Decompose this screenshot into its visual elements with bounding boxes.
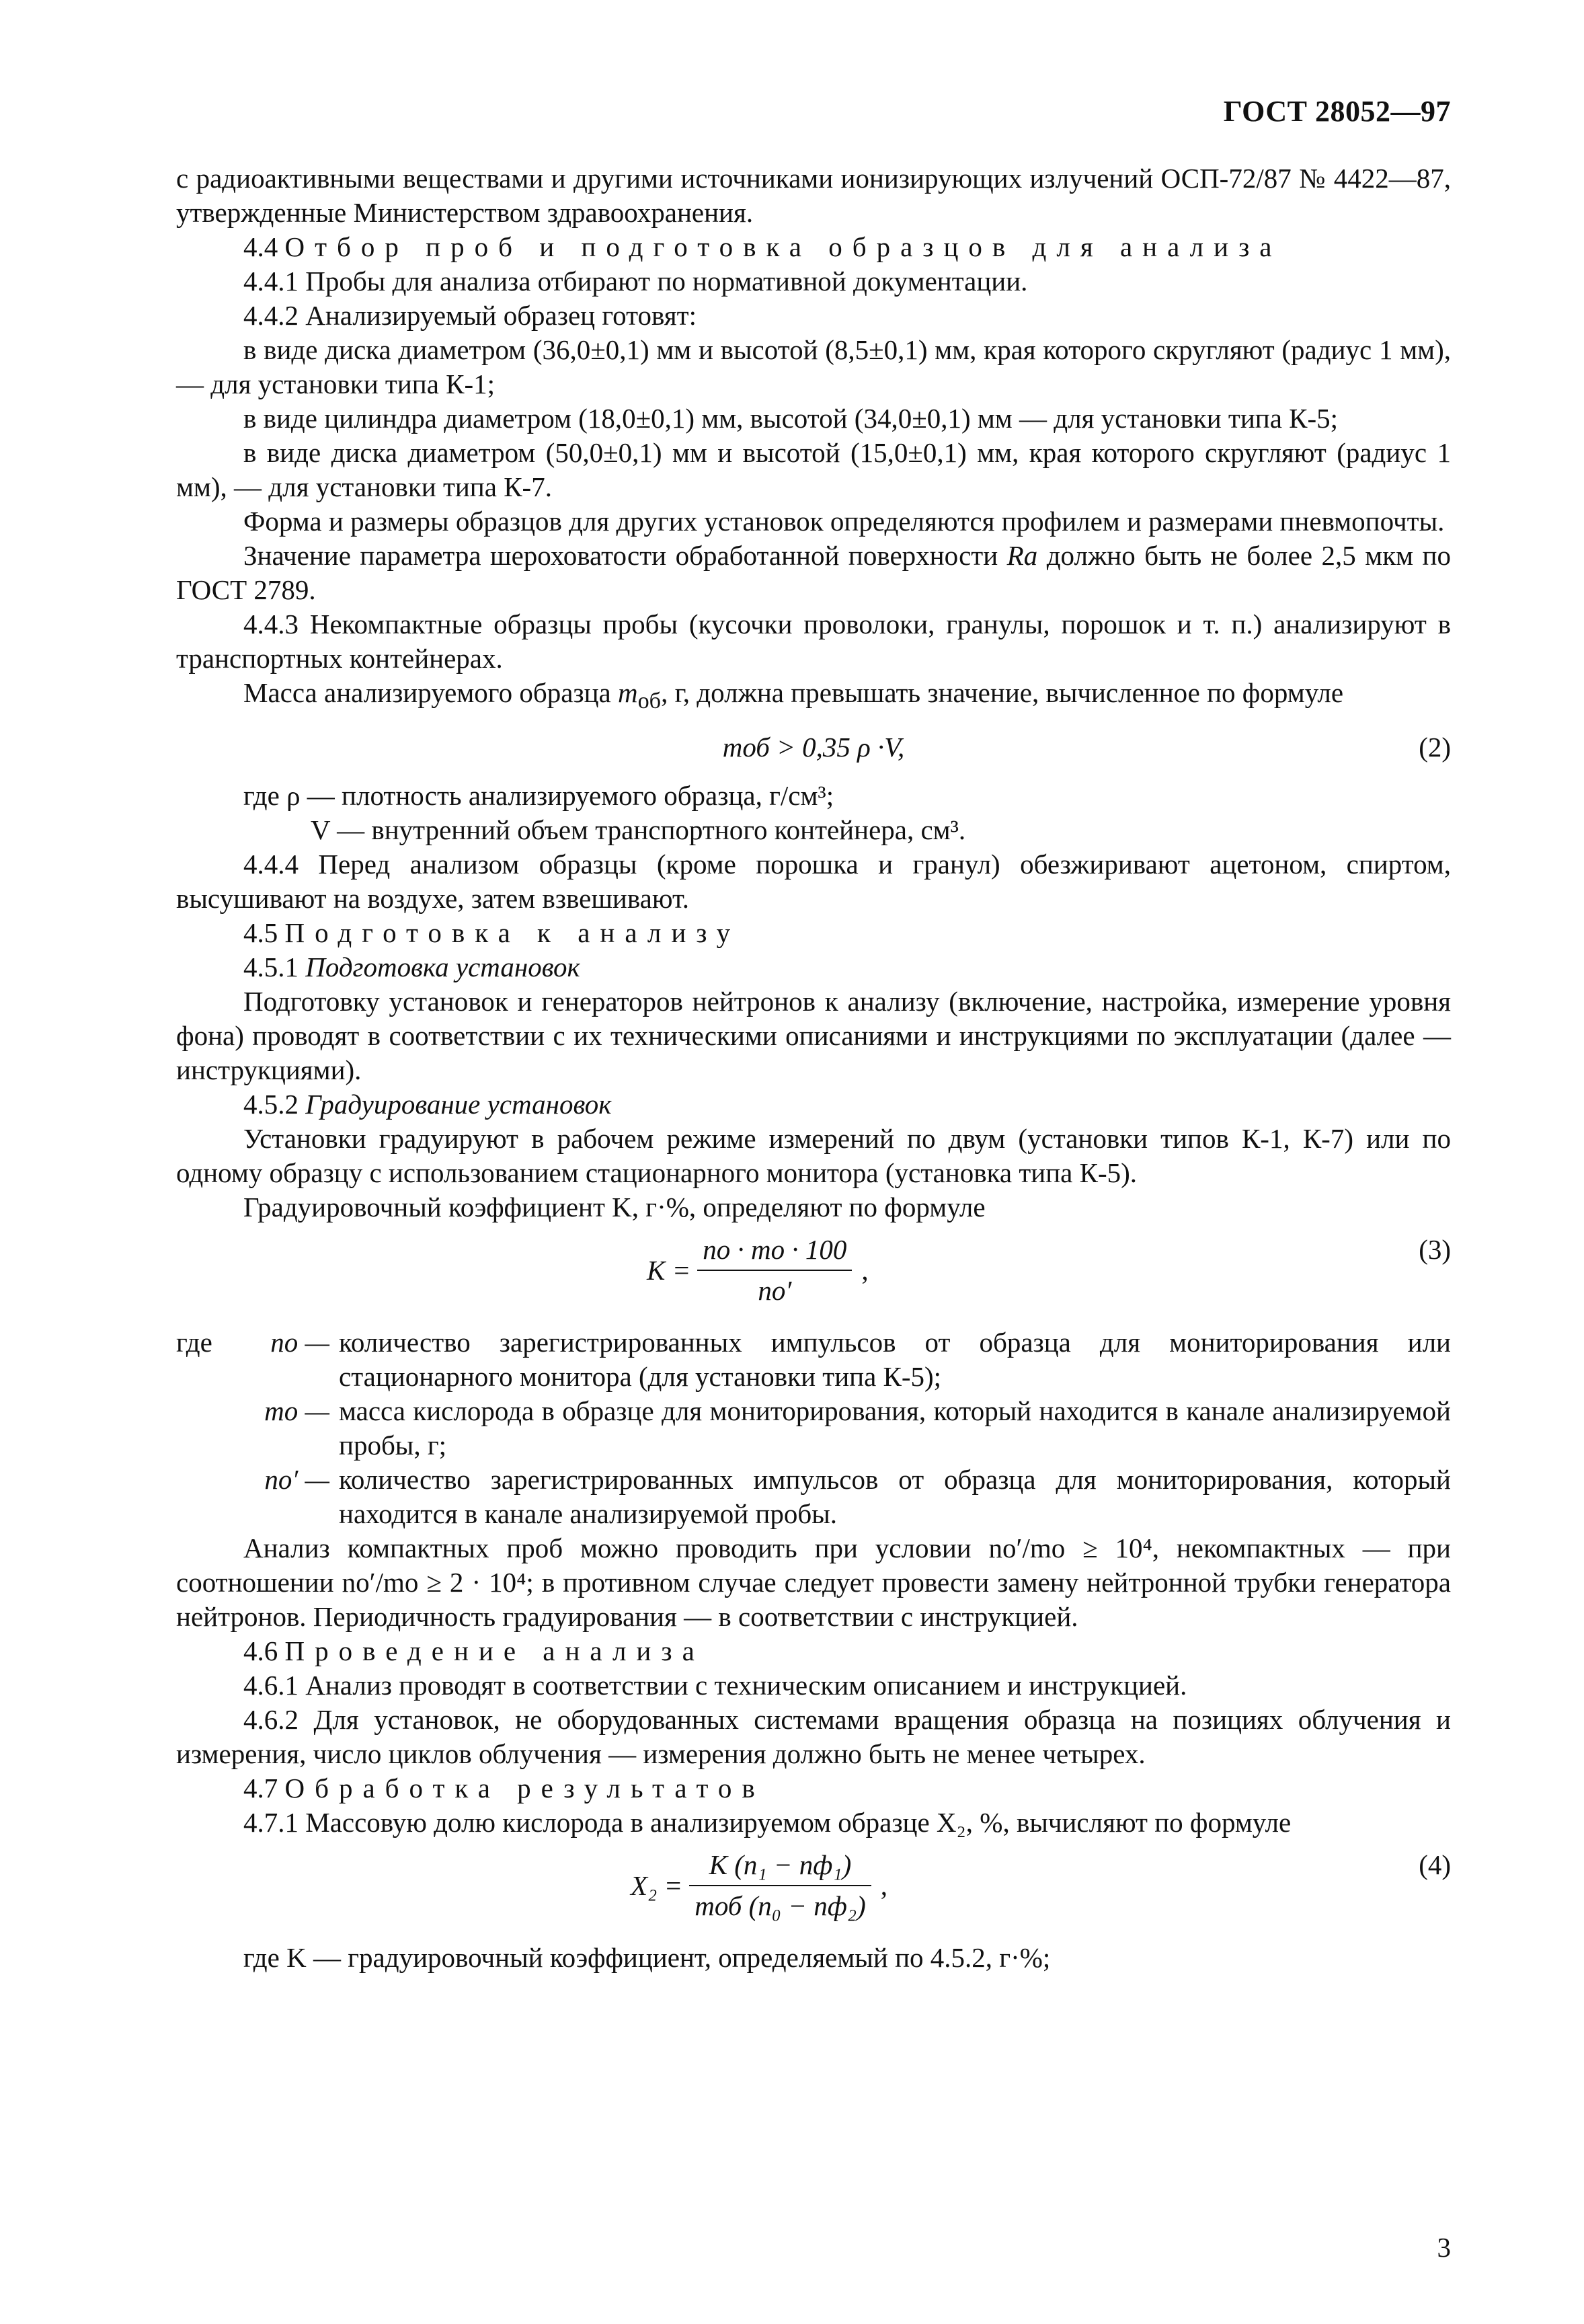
- symbol-m: m: [617, 677, 638, 708]
- paragraph: 4.6.1 Анализ проводят в соответствии с техническим описанием и инструкцией.: [243, 1670, 1187, 1701]
- paragraph: 4.6.2 Для установок, не оборудованных системами вращения образца на позициях облучения и измерения, число циклов облучения — измерения должно быть не менее четырех.: [176, 1704, 1451, 1770]
- paragraph: 4.4.2 Анализируемый образец готовят:: [243, 300, 697, 331]
- paragraph: с радиоактивными веществами и другими источниками ионизирующих излучений ОСП-72/87 № 4422—87, утвержденные Министерством здравоохранения.: [176, 163, 1451, 228]
- section-number: 4.4: [243, 231, 278, 262]
- paragraph: Установки градуируют в рабочем режиме измерений по двум (установки типов К-1, К-7) или по одному образцу с использованием стационарного монитора (установка типа К-5).: [176, 1123, 1451, 1189]
- formula-lhs: X₂ =: [631, 1869, 683, 1901]
- section-title: Проведение анализа: [284, 1635, 705, 1667]
- legend-text: количество зарегистрированных импульсов от образца для мониторирования или стационарного монитора (для установки типа К-5);: [339, 1327, 1451, 1393]
- fraction-box: [689, 1848, 871, 1923]
- section-title: Отбор проб и подготовка образцов для анализа: [284, 231, 1282, 262]
- symbol: nо —: [270, 1327, 329, 1358]
- denominator: mоб (n₀ − nф₂): [695, 1890, 866, 1922]
- formula-4: [176, 1840, 1451, 1941]
- section-number: 4.5.1: [243, 952, 299, 983]
- legend-row: [176, 1463, 1451, 1531]
- section-title: Подготовка к анализу: [284, 917, 741, 949]
- formula-lhs: K =: [647, 1254, 691, 1286]
- legend-text: масса кислорода в образце для мониторирования, который находится в канале анализируемой пробы, г;: [339, 1395, 1451, 1461]
- page-number: 3: [1437, 2232, 1451, 2263]
- symbol-ra: Ra: [1006, 540, 1038, 571]
- formula-legend: где ρ — плотность анализируемого образца, г/см³;: [243, 780, 834, 812]
- fraction: [647, 1233, 869, 1308]
- numerator: nо · mо · 100: [703, 1234, 847, 1266]
- formula-legend: где K — градуировочный коэффициент, определяемый по 4.5.2, г·%;: [243, 1942, 1051, 1974]
- section-title: Обработка результатов: [284, 1773, 765, 1804]
- formula-3-legend: [176, 1325, 1451, 1531]
- paragraph: 4.4.1 Пробы для анализа отбирают по нормативной документации.: [243, 266, 1028, 297]
- paragraph: 4.4.3 Некомпактные образцы пробы (кусочки проволоки, гранулы, порошок и т. п.) анализируют в транспортных контейнерах.: [176, 609, 1451, 674]
- paragraph: Анализ компактных проб можно проводить при условии nо′/mо ≥ 10⁴, некомпактных — при соотношении nо′/mо ≥ 2 · 10⁴; в противном случае следует провести замену нейтронной трубки генератора нейтронов. Периодичность градуирования — в соответствии с инструкцией.: [176, 1533, 1451, 1633]
- section-title: Градуирование установок: [305, 1089, 612, 1120]
- subsection-heading-4-5-1: [176, 950, 1451, 984]
- paragraph: Градуировочный коэффициент K, г·%, определяют по формуле: [243, 1192, 986, 1223]
- document-code: ГОСТ 28052—97: [1223, 95, 1451, 128]
- text-run: , г, должна превышать значение, вычисленное по формуле: [661, 677, 1344, 708]
- section-heading-4-6: [176, 1634, 1451, 1668]
- section-number: 4.5: [243, 917, 278, 949]
- formula-tail: ,: [861, 1254, 869, 1286]
- subscript: об: [637, 689, 662, 714]
- paragraph: в виде цилиндра диаметром (18,0±0,1) мм, высотой (34,0±0,1) мм — для установки типа К-5;: [243, 403, 1339, 434]
- text-run: должно быть не более 2,5 мкм по ГОСТ 2789.: [176, 540, 1451, 605]
- section-heading-4-4: [176, 230, 1451, 264]
- paragraph: в виде диска диаметром (36,0±0,1) мм и высотой (8,5±0,1) мм, края которого скругляют (радиус 1 мм), — для установки типа К-1;: [176, 334, 1451, 399]
- text-run: Масса анализируемого образца: [243, 677, 618, 708]
- fraction-box: [697, 1233, 852, 1308]
- formula-3: [176, 1225, 1451, 1325]
- fraction: [631, 1848, 887, 1923]
- section-number: 4.7: [243, 1773, 278, 1804]
- paragraph: Форма и размеры образцов для других установок определяются профилем и размерами пневмопочты.: [243, 506, 1445, 537]
- subsection-heading-4-5-2: [176, 1087, 1451, 1122]
- formula-tail: ,: [880, 1869, 887, 1901]
- legend-symbol: mо —: [264, 1395, 329, 1427]
- paragraph: 4.7.1 Массовую долю кислорода в анализируемом образце X₂, %, вычисляют по формуле: [243, 1807, 1292, 1838]
- paragraph: [176, 676, 1451, 718]
- section-number: 4.6: [243, 1635, 278, 1667]
- legend-symbol: [176, 1325, 339, 1394]
- formula-number: (3): [1419, 1234, 1451, 1266]
- legend-row: [176, 1325, 1451, 1394]
- paragraph: [176, 539, 1451, 607]
- numerator: K (n₁ − nф₁): [709, 1849, 852, 1881]
- legend-symbol: nо′ —: [264, 1464, 329, 1496]
- denominator: nо′: [758, 1275, 792, 1307]
- formula-number: (4): [1419, 1849, 1451, 1881]
- paragraph: Подготовку установок и генераторов нейтронов к анализу (включение, настройка, измерение уровня фона) проводят в соответствии с их техническими описаниями и инструкциями по эксплуатации (далее — инструкциями).: [176, 986, 1451, 1086]
- formula-number: (2): [1419, 732, 1451, 763]
- text-run: Значение параметра шероховатости обработанной поверхности: [243, 540, 1007, 571]
- legend-text: количество зарегистрированных импульсов от образца для мониторирования, который находится в канале анализируемой пробы.: [339, 1464, 1451, 1530]
- formula-expression: mоб > 0,35 ρ ·V,: [722, 732, 905, 763]
- section-heading-4-5: [176, 916, 1451, 950]
- section-heading-4-7: [176, 1771, 1451, 1806]
- where-word: где: [176, 1327, 212, 1358]
- document-body: [176, 161, 1451, 1975]
- section-number: 4.5.2: [243, 1089, 299, 1120]
- section-title: Подготовка установок: [305, 952, 580, 983]
- formula-2: [176, 718, 1451, 779]
- paragraph: в виде диска диаметром (50,0±0,1) мм и высотой (15,0±0,1) мм, края которого скругляют (радиус 1 мм), — для установки типа К-7.: [176, 437, 1451, 502]
- formula-legend: V — внутренний объем транспортного контейнера, см³.: [311, 814, 966, 846]
- paragraph: 4.4.4 Перед анализом образцы (кроме порошка и гранул) обезжиривают ацетоном, спиртом, высушивают на воздухе, затем взвешивают.: [176, 849, 1451, 915]
- legend-row: [176, 1394, 1451, 1463]
